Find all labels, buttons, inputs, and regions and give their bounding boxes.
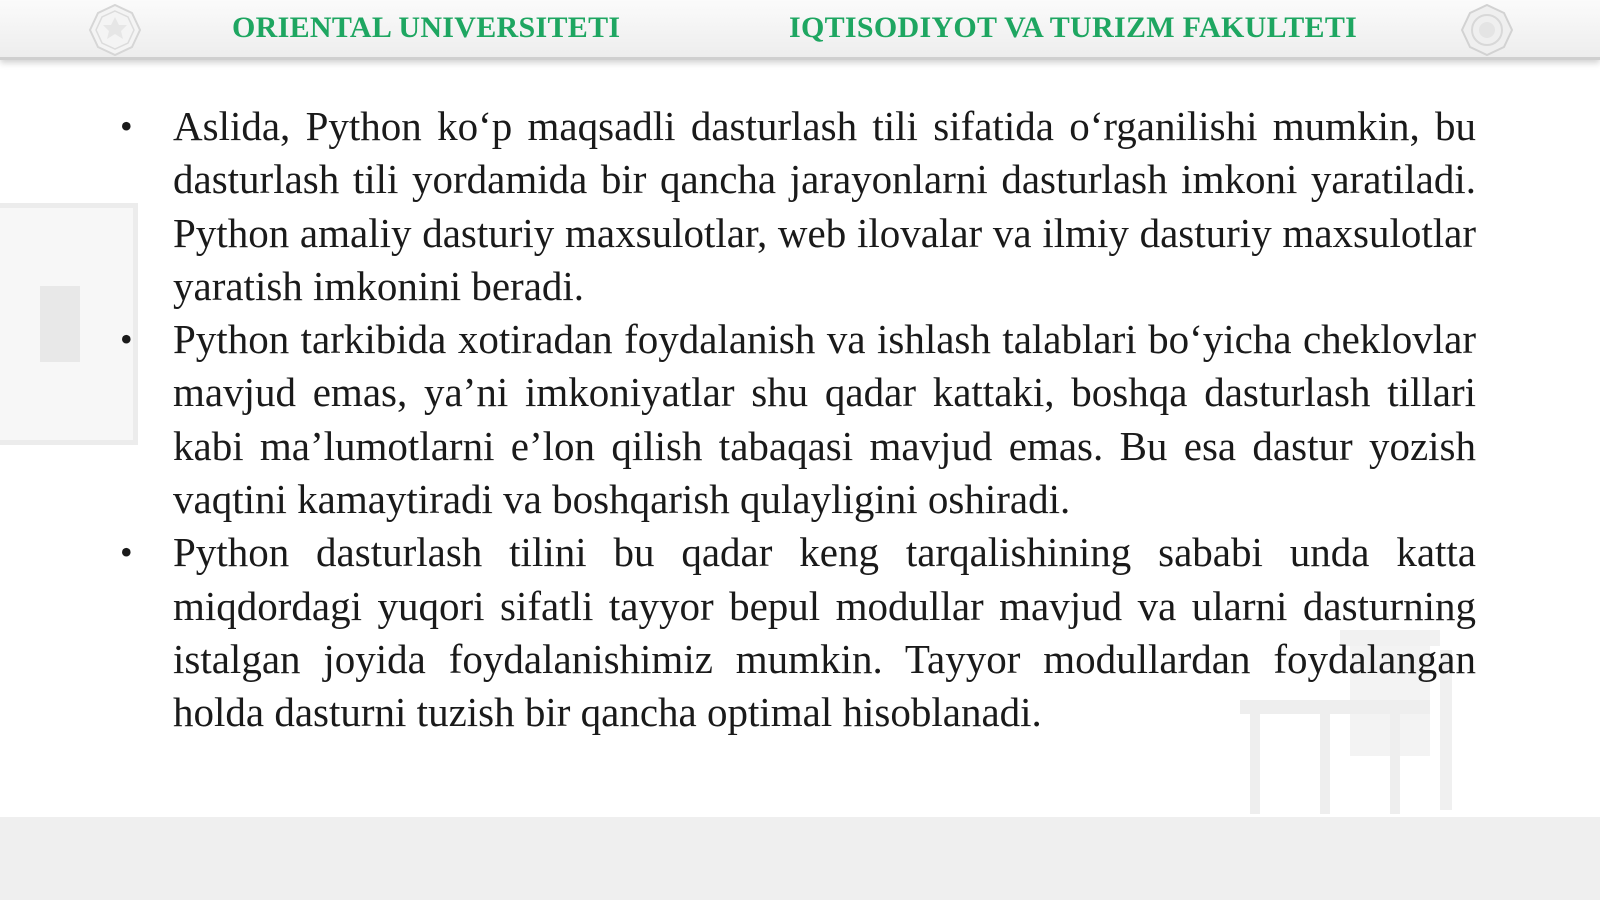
faculty-title: IQTISODIYOT VA TURIZM FAKULTETI	[789, 11, 1358, 44]
faculty-emblem-icon	[1460, 3, 1514, 57]
side-decoration-block	[40, 286, 80, 362]
university-title: ORIENTAL UNIVERSITETI	[232, 11, 621, 44]
bullet-item-2	[120, 313, 1476, 526]
university-emblem-icon	[88, 3, 142, 57]
bullet-icon: •	[120, 319, 133, 360]
slide-header	[0, 0, 1600, 60]
bullet-icon: •	[120, 532, 133, 573]
bullet-text-1: Aslida, Python ko‘p maqsadli dasturlash tili sifatida o‘rganilishi mumkin, bu dasturlash tili yordamida bir qancha jarayonlarni dasturlash imkoni yaratiladi. Python amaliy dasturiy maxsulotlar, web ilovalar va ilmiy dasturiy maxsulotlar yaratish imkonini beradi.	[173, 103, 1476, 309]
bullet-list	[120, 100, 1476, 740]
bullet-item-3	[120, 526, 1476, 739]
bullet-item-1	[120, 100, 1476, 313]
bullet-text-3: Python dasturlash tilini bu qadar keng tarqalishining sababi unda katta miqdordagi yuqori sifatli tayyor bepul modullar mavjud va ularni dasturning istalgan joyida foydalanishimiz mumkin. Tayyor modullardan foydalangan holda dasturni tuzish bir qancha optimal hisoblanadi.	[173, 529, 1476, 736]
bottom-band	[0, 817, 1600, 900]
bullet-icon: •	[120, 106, 133, 146]
bullet-text-2: Python tarkibida xotiradan foydalanish va ishlash talablari bo‘yicha cheklovlar mavjud emas, ya’ni imkoniyatlar shu qadar kattaki, boshqa dasturlash tillari kabi ma’lumotlarni e’lon qilish tabaqasi mavjud emas. Bu esa dastur yozish vaqtini kamaytiradi va boshqarish qulayligini oshiradi.	[173, 316, 1476, 523]
